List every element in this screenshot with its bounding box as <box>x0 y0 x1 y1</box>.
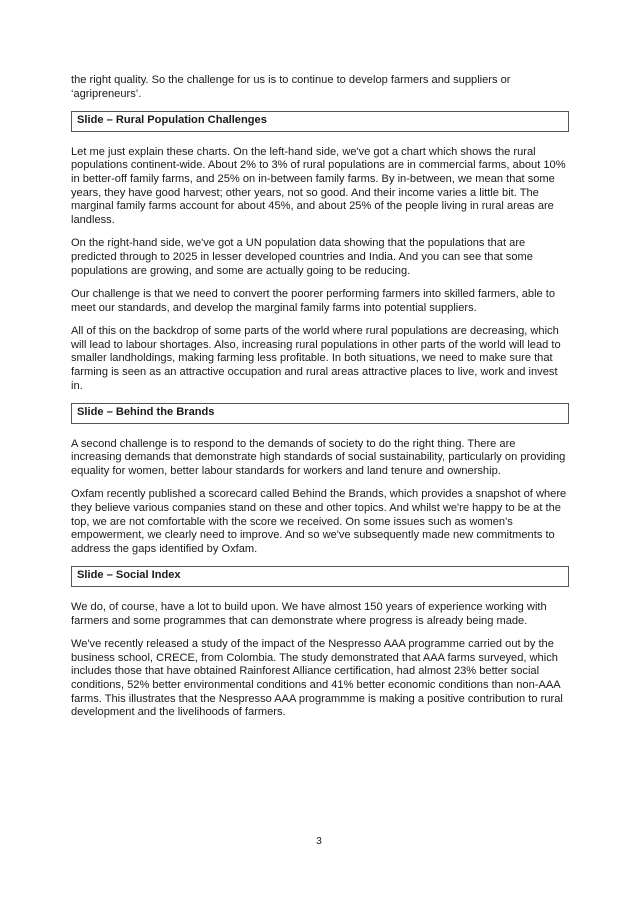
slide-heading-rural-population: Slide – Rural Population Challenges <box>71 111 569 132</box>
slide-heading-behind-the-brands: Slide – Behind the Brands <box>71 403 569 424</box>
paragraph: We've recently released a study of the impact of the Nespresso AAA programme carried out by the business school, CRECE, from Colombia. The study demonstrated that AAA farms surveyed, which includes those that have obtained Rainforest Alliance certification, had almost 23% better social conditions, 52% better environmental conditions and 41% better economic conditions than non-AAA farms. This illustrates that the Nespresso AAA programmme is making a positive contribution to rural development and the livelihoods of farmers. <box>71 637 563 719</box>
document-page <box>71 74 569 730</box>
paragraph: We do, of course, have a lot to build upon. We have almost 150 years of experience working with farmers and some programmes that can demonstrate where progress is already being made. <box>71 600 547 627</box>
page-number: 3 <box>316 836 322 847</box>
paragraph: All of this on the backdrop of some parts of the world where rural populations are decreasing, which will lead to labour shortages. Also, increasing rural populations in other parts of the world will lead to smaller landholdings, making farming less profitable. In both situations, we need to make sure that farming is seen as an attractive occupation and rural areas attractive places to live, work and invest in. <box>71 324 561 392</box>
paragraph: A second challenge is to respond to the demands of society to do the right thing. There are increasing demands that demonstrate high standards of social sustainability, particularly on providing equality for women, better labour standards for workers and land tenure and ownership. <box>71 437 566 477</box>
paragraph: Our challenge is that we need to convert the poorer performing farmers into skilled farmers, able to meet our standards, and develop the marginal family farms into potential suppliers. <box>71 287 556 314</box>
intro-paragraph: the right quality. So the challenge for us is to continue to develop farmers and suppliers or ‘agripreneurs’. <box>71 74 511 100</box>
slide-heading-social-index: Slide – Social Index <box>71 566 569 587</box>
paragraph: Let me just explain these charts. On the left-hand side, we've got a chart which shows the rural populations continent-wide. About 2% to 3% of rural populations are in commercial farms, about 10% in better-off family farms, and 25% on in-between family farms. By in-between, we mean that some years, they have good harvest; other years, not so good. And their income varies a little bit. The marginal family farms account for about 45%, and about 25% of the people living in rural areas are landless. <box>71 145 566 227</box>
paragraph: Oxfam recently published a scorecard called Behind the Brands, which provides a snapshot of where they believe various companies stand on these and other topics. And whilst we're happy to be at the top, we are not comfortable with the score we received. On some issues such as women's empowerment, we clearly need to improve. And so we've subsequently made new commitments to address the gaps identified by Oxfam. <box>71 488 567 555</box>
paragraph: On the right-hand side, we've got a UN population data showing that the populations that are predicted through to 2025 in lesser developed countries and India. And you can see that some populations are growing, and some are actually going to be reducing. <box>71 237 533 277</box>
